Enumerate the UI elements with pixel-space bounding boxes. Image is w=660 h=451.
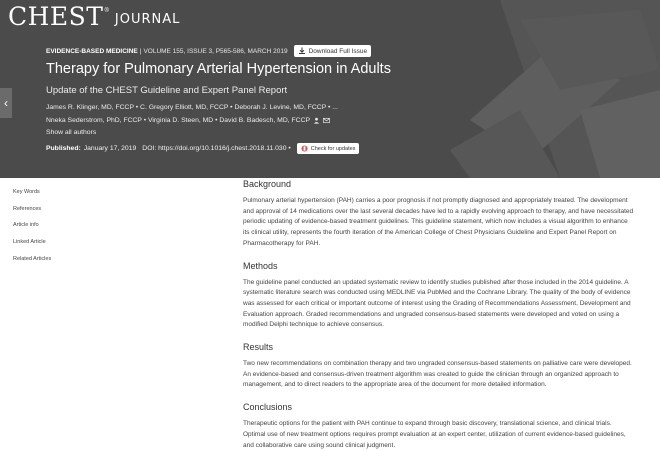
- journal-logo[interactable]: [8, 4, 180, 30]
- published-date: January 17, 2019: [83, 145, 137, 152]
- journal-brand: CHEST: [8, 2, 104, 31]
- section-text-methods: The guideline panel conducted an updated systematic review to identify studies published after those included in the 2014 guideline. A systematic literature search was conducted using MEDLINE via PubMed and the Cochrane Library. The quality of the body of evidence was assessed for each critical or important outcome of interest using the Grading of Recommendations Assessment, Development and Evaluation approach. Graded recommendations and ungraded consensus-based statements were developed and voted on using a modified Delphi technique to achieve consensus.: [243, 278, 631, 329]
- section-heading-methods: Methods: [243, 260, 278, 271]
- article-subtitle: Update of the CHEST Guideline and Expert Panel Report: [46, 85, 288, 96]
- section-text-background: Pulmonary arterial hypertension (PAH) carries a poor prognosis if not promptly diagnosed and appropriately treated. The development and approval of 14 medications over the last several decades have led to a rapidly evolving approach to therapy, and have necessitated periodic updating of evidence-based treatment guidelines. This guideline statement, which now includes a visual algorithm to enhance its clinical utility, represents the fourth iteration of the American College of Chest Physicians Guideline and Expert Panel Report on Pharmacotherapy for PAH.: [243, 197, 634, 247]
- publication-info: [46, 143, 359, 154]
- section-text-conclusions: Therapeutic options for the patient with PAH continue to expand through basic discovery, translational science, and clinical trials. Optimal use of new treatment options requires prompt evaluation at an expert center, utilization of current evidence-based guidelines, and collaborative care using sound clinical judgment.: [243, 420, 626, 449]
- sidebar-item-related-articles[interactable]: Related Articles: [13, 255, 52, 262]
- crossmark-icon: [301, 145, 308, 152]
- email-icon[interactable]: [323, 117, 330, 124]
- sidebar-item-article-info[interactable]: Article info: [13, 222, 39, 229]
- previous-article-button[interactable]: [0, 88, 12, 118]
- abstract-content: [243, 179, 635, 451]
- authors-text-1[interactable]: James R. Klinger, MD, FCCP • C. Gregory Elliott, MD, FCCP • Deborah J. Levine, MD, FCCP • ...: [46, 104, 338, 111]
- article-meta: [46, 45, 371, 57]
- article-sidebar-nav: [13, 188, 73, 271]
- authors-line-2: [46, 117, 330, 124]
- trademark-mark: ®: [104, 8, 109, 14]
- article-title: Therapy for Pulmonary Arterial Hypertension in Adults: [46, 61, 391, 77]
- section-heading-results: Results: [243, 342, 274, 353]
- person-icon[interactable]: [313, 117, 320, 124]
- published-label: Published:: [46, 145, 81, 152]
- authors-line-1: [46, 104, 338, 111]
- section-heading-background: Background: [243, 179, 292, 189]
- check-for-updates-label: Check for updates: [310, 145, 356, 152]
- section-text-results: Two new recommendations on combination therapy and two ungraded consensus-based statements on palliative care were developed. An evidence-based and consensus-driven treatment algorithm was created to guide the clinician through an organized approach to management, and to direct readers to the appropriate area of the document for more detailed information.: [243, 360, 632, 389]
- show-all-authors-link[interactable]: Show all authors: [46, 129, 97, 136]
- article-citation[interactable]: VOLUME 155, ISSUE 3, P565-586, MARCH 2019: [143, 47, 288, 55]
- sidebar-item-linked-article[interactable]: Linked Article: [13, 239, 46, 246]
- sidebar-item-references[interactable]: References: [13, 205, 42, 212]
- sidebar-item-key-words[interactable]: Key Words: [13, 189, 40, 195]
- check-for-updates-button[interactable]: [297, 143, 360, 154]
- chevron-left-icon: ‹: [4, 96, 8, 110]
- download-icon: [298, 47, 306, 55]
- authors-text-2[interactable]: Nneka Sederstrom, PhD, FCCP • Virginia D. Steen, MD • David B. Badesch, MD, FCCP: [46, 117, 311, 124]
- meta-separator: |: [139, 47, 142, 55]
- doi-link[interactable]: DOI: https://doi.org/10.1016/j.chest.2018.11.030 •: [142, 145, 291, 152]
- article-header: [0, 0, 660, 178]
- article-section[interactable]: EVIDENCE-BASED MEDICINE: [46, 47, 138, 55]
- download-label: Download Full Issue: [308, 47, 368, 55]
- journal-suffix: JOURNAL: [114, 12, 181, 27]
- download-full-issue-button[interactable]: [294, 45, 372, 57]
- section-heading-conclusions: Conclusions: [243, 402, 293, 413]
